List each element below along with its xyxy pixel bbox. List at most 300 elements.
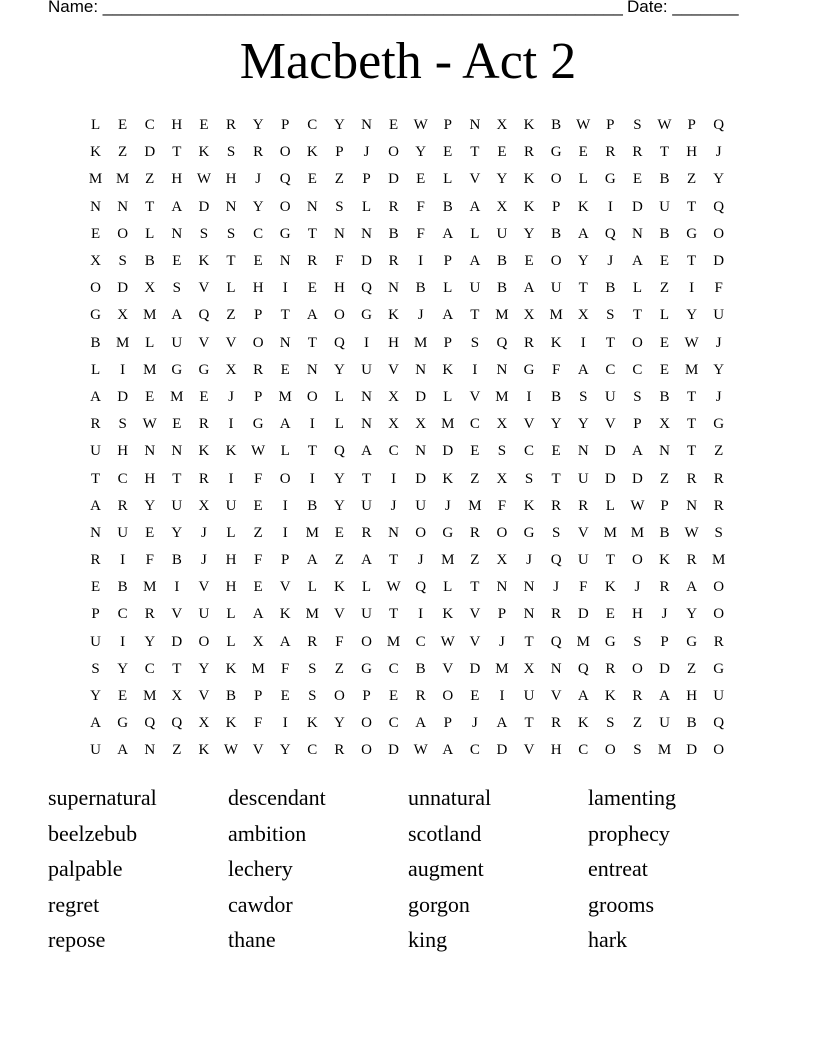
- grid-letter: U: [713, 688, 725, 705]
- grid-letter: Z: [714, 443, 724, 460]
- word-list-item: scotland: [408, 820, 482, 846]
- grid-letter: Y: [550, 416, 562, 433]
- grid-letter: F: [579, 579, 588, 596]
- grid-letter: B: [388, 225, 399, 242]
- grid-letter: D: [713, 253, 725, 270]
- grid-letter: N: [144, 742, 156, 759]
- grid-letter: X: [144, 280, 156, 297]
- grid-letter: O: [550, 171, 562, 188]
- grid-letter: V: [550, 688, 562, 705]
- grid-letter: N: [523, 606, 535, 623]
- grid-letter: S: [335, 198, 344, 215]
- grid-letter: P: [443, 715, 452, 732]
- grid-letter: D: [659, 660, 670, 677]
- grid-letter: E: [253, 253, 263, 270]
- grid-letter: U: [469, 280, 481, 297]
- grid-letter: O: [550, 253, 562, 270]
- grid-letter: A: [442, 307, 454, 324]
- grid-letter: M: [143, 307, 157, 324]
- grid-letter: Q: [577, 660, 589, 677]
- grid-letter: B: [415, 660, 426, 677]
- grid-letter: V: [252, 742, 264, 759]
- grid-letter: H: [225, 579, 237, 596]
- grid-letter: A: [632, 253, 643, 270]
- grid-letter: L: [90, 117, 101, 134]
- grid-letter: X: [496, 416, 508, 433]
- grid-letter: Y: [686, 307, 698, 324]
- grid-letter: M: [441, 552, 455, 569]
- grid-letter: E: [470, 443, 480, 460]
- grid-letter: R: [253, 361, 264, 378]
- grid-letter: M: [115, 334, 130, 351]
- grid-letter: Y: [333, 361, 345, 378]
- name-field[interactable]: Name: _______________________________________________________: [48, 0, 623, 16]
- grid-letter: Y: [713, 361, 725, 378]
- grid-letter: Y: [713, 171, 725, 188]
- grid-letter: L: [470, 225, 480, 242]
- grid-letter: M: [630, 524, 645, 541]
- word-list-item: beelzebub: [48, 820, 138, 846]
- grid-letter: K: [198, 742, 210, 759]
- grid-letter: K: [225, 715, 237, 732]
- grid-row: [82, 166, 734, 193]
- grid-letter: O: [713, 606, 725, 623]
- grid-letter: P: [281, 552, 290, 569]
- grid-letter: R: [713, 633, 724, 650]
- grid-letter: S: [91, 660, 100, 677]
- grid-letter: X: [496, 470, 508, 487]
- grid-letter: J: [444, 497, 451, 514]
- grid-letter: C: [144, 660, 155, 677]
- grid-letter: N: [279, 253, 291, 270]
- grid-letter: J: [715, 334, 722, 351]
- grid-letter: U: [90, 742, 101, 759]
- grid-letter: Z: [118, 144, 128, 161]
- grid-letter: K: [523, 171, 535, 188]
- grid-letter: I: [391, 470, 397, 487]
- grid-letter: K: [577, 715, 589, 732]
- page-title: Macbeth - Act 2: [239, 33, 577, 90]
- grid-letter: X: [388, 416, 399, 433]
- grid-letter: Z: [226, 307, 236, 324]
- grid-row: [82, 112, 734, 139]
- word-list-item: thane: [228, 927, 276, 952]
- grid-letter: E: [280, 688, 290, 705]
- grid-letter: K: [198, 443, 210, 460]
- grid-letter: J: [526, 552, 532, 569]
- grid-letter: T: [172, 470, 182, 487]
- grid-letter: U: [713, 307, 725, 324]
- grid-letter: O: [90, 280, 101, 297]
- grid-letter: J: [661, 606, 668, 623]
- grid-letter: R: [469, 524, 480, 541]
- grid-letter: X: [388, 388, 399, 405]
- grid-letter: T: [632, 307, 642, 324]
- grid-letter: P: [253, 307, 263, 324]
- grid-letter: D: [388, 742, 399, 759]
- grid-letter: N: [117, 198, 129, 215]
- grid-letter: A: [469, 198, 481, 215]
- grid-letter: E: [416, 171, 426, 188]
- grid-letter: U: [577, 470, 589, 487]
- grid-letter: E: [280, 361, 290, 378]
- grid-letter: Y: [117, 660, 129, 677]
- grid-letter: R: [253, 144, 264, 161]
- grid-letter: P: [443, 334, 452, 351]
- grid-letter: R: [334, 742, 345, 759]
- grid-letter: V: [469, 606, 481, 623]
- grid-letter: H: [632, 606, 643, 623]
- grid-letter: F: [416, 198, 425, 215]
- grid-letter: R: [686, 470, 697, 487]
- grid-letter: L: [334, 388, 344, 405]
- grid-letter: L: [226, 633, 236, 650]
- grid-letter: M: [170, 388, 184, 405]
- grid-row: [82, 275, 734, 302]
- grid-letter: W: [413, 742, 428, 759]
- grid-letter: J: [553, 579, 560, 596]
- grid-letter: D: [604, 443, 616, 460]
- grid-letter: K: [279, 606, 291, 623]
- grid-letter: Z: [334, 552, 344, 569]
- grid-letter: K: [306, 715, 318, 732]
- grid-letter: U: [361, 361, 372, 378]
- grid-letter: V: [469, 388, 481, 405]
- grid-letter: U: [198, 606, 210, 623]
- grid-letter: N: [90, 198, 101, 215]
- grid-letter: U: [225, 497, 237, 514]
- grid-letter: T: [307, 225, 317, 242]
- grid-letter: T: [388, 606, 399, 623]
- grid-letter: U: [171, 334, 183, 351]
- grid-letter: A: [90, 388, 101, 405]
- grid-letter: T: [280, 307, 290, 324]
- grid-letter: X: [90, 253, 101, 270]
- grid-letter: N: [361, 225, 372, 242]
- grid-letter: V: [469, 633, 481, 650]
- grid-letter: I: [228, 416, 234, 433]
- grid-letter: Y: [144, 497, 156, 514]
- grid-letter: O: [632, 552, 643, 569]
- grid-letter: K: [198, 144, 210, 161]
- grid-letter: H: [550, 742, 562, 759]
- grid-letter: R: [551, 715, 562, 732]
- grid-letter: E: [172, 416, 182, 433]
- grid-letter: G: [686, 633, 698, 650]
- grid-letter: Y: [577, 253, 589, 270]
- grid-letter: H: [252, 280, 264, 297]
- grid-letter: R: [226, 117, 237, 134]
- grid-letter: L: [632, 280, 642, 297]
- grid-letter: C: [388, 715, 399, 732]
- grid-letter: P: [253, 688, 263, 705]
- grid-letter: L: [226, 524, 236, 541]
- grid-letter: A: [279, 416, 291, 433]
- grid-letter: Z: [687, 171, 697, 188]
- grid-letter: B: [415, 280, 426, 297]
- grid-letter: K: [523, 117, 535, 134]
- grid-letter: G: [442, 524, 454, 541]
- grid-letter: X: [496, 117, 508, 134]
- grid-letter: P: [660, 497, 669, 514]
- grid-letter: C: [605, 361, 616, 378]
- grid-letter: D: [415, 388, 427, 405]
- grid-letter: S: [226, 144, 236, 161]
- grid-letter: A: [659, 688, 670, 705]
- grid-letter: J: [499, 633, 505, 650]
- grid-letter: E: [659, 361, 670, 378]
- grid-letter: D: [632, 198, 643, 215]
- grid-letter: E: [145, 388, 155, 405]
- grid-letter: N: [361, 388, 372, 405]
- grid-letter: R: [551, 497, 562, 514]
- word-list-item: lamenting: [588, 785, 676, 810]
- grid-letter: T: [307, 334, 317, 351]
- grid-letter: B: [686, 715, 697, 732]
- grid-letter: V: [225, 334, 237, 351]
- grid-letter: F: [253, 470, 263, 487]
- grid-letter: V: [198, 688, 210, 705]
- grid-letter: D: [415, 470, 427, 487]
- grid-letter: G: [252, 416, 264, 433]
- grid-letter: F: [253, 552, 263, 569]
- grid-letter: X: [252, 633, 264, 650]
- grid-letter: Q: [415, 579, 427, 596]
- grid-row: [82, 438, 734, 465]
- grid-letter: R: [632, 688, 643, 705]
- grid-letter: T: [307, 443, 317, 460]
- grid-letter: G: [90, 307, 101, 324]
- grid-letter: O: [361, 742, 372, 759]
- grid-letter: T: [470, 307, 480, 324]
- grid-letter: D: [171, 633, 183, 650]
- grid-letter: T: [470, 579, 480, 596]
- grid-letter: O: [333, 688, 345, 705]
- grid-row: [82, 737, 734, 764]
- grid-letter: T: [578, 280, 588, 297]
- grid-letter: R: [415, 688, 426, 705]
- date-field[interactable]: Date: _______: [627, 0, 739, 16]
- grid-letter: S: [579, 388, 588, 405]
- grid-letter: L: [578, 171, 588, 188]
- grid-letter: N: [388, 524, 399, 541]
- grid-letter: C: [307, 117, 318, 134]
- grid-letter: Y: [686, 606, 698, 623]
- grid-letter: L: [443, 171, 453, 188]
- grid-letter: B: [496, 253, 507, 270]
- grid-letter: X: [415, 416, 427, 433]
- grid-letter: M: [684, 361, 699, 378]
- grid-letter: W: [142, 416, 157, 433]
- grid-letter: S: [633, 742, 642, 759]
- grid-letter: Y: [415, 144, 427, 161]
- grid-letter: E: [90, 579, 101, 596]
- grid-letter: N: [496, 361, 508, 378]
- word-list-item: lechery: [228, 856, 293, 881]
- grid-letter: Z: [470, 552, 480, 569]
- grid-letter: S: [714, 524, 723, 541]
- grid-letter: X: [577, 307, 589, 324]
- grid-letter: E: [118, 688, 128, 705]
- grid-letter: E: [118, 117, 128, 134]
- grid-letter: C: [144, 117, 155, 134]
- grid-letter: B: [144, 253, 155, 270]
- grid-letter: Y: [144, 633, 156, 650]
- grid-letter: T: [470, 144, 480, 161]
- grid-letter: L: [361, 198, 372, 215]
- grid-letter: Q: [333, 443, 345, 460]
- grid-letter: G: [198, 361, 210, 378]
- grid-letter: Q: [713, 198, 725, 215]
- grid-letter: I: [282, 497, 288, 514]
- grid-letter: J: [363, 144, 370, 161]
- grid-letter: Z: [253, 524, 263, 541]
- grid-letter: I: [363, 334, 369, 351]
- grid-letter: L: [443, 388, 453, 405]
- grid-letter: M: [495, 307, 509, 324]
- grid-letter: W: [251, 443, 266, 460]
- grid-letter: V: [523, 742, 535, 759]
- grid-letter: L: [145, 225, 155, 242]
- grid-letter: S: [470, 334, 480, 351]
- grid-letter: P: [443, 253, 452, 270]
- grid-letter: A: [577, 361, 589, 378]
- grid-letter: C: [469, 416, 480, 433]
- grid-letter: Q: [144, 715, 156, 732]
- grid-letter: V: [198, 579, 210, 596]
- grid-letter: N: [523, 579, 535, 596]
- grid-letter: F: [335, 253, 344, 270]
- grid-letter: R: [713, 470, 724, 487]
- grid-letter: P: [606, 117, 615, 134]
- grid-letter: Z: [470, 470, 480, 487]
- grid-letter: G: [361, 307, 372, 324]
- grid-letter: M: [88, 171, 103, 188]
- grid-letter: P: [281, 117, 290, 134]
- grid-letter: D: [496, 742, 508, 759]
- grid-letter: T: [172, 144, 182, 161]
- grid-letter: N: [225, 198, 237, 215]
- grid-letter: S: [172, 280, 181, 297]
- grid-letter: I: [580, 334, 586, 351]
- grid-letter: E: [659, 253, 670, 270]
- grid-letter: U: [117, 524, 129, 541]
- grid-letter: Y: [279, 742, 291, 759]
- grid-letter: O: [632, 334, 643, 351]
- word-list-item: repose: [48, 927, 106, 952]
- grid-letter: A: [442, 225, 454, 242]
- grid-letter: L: [226, 280, 236, 297]
- grid-letter: A: [279, 633, 291, 650]
- word-list-item: gorgon: [408, 891, 470, 917]
- grid-letter: C: [388, 660, 399, 677]
- grid-letter: B: [659, 388, 670, 405]
- grid-row: [82, 710, 734, 737]
- grid-row: [82, 357, 734, 384]
- grid-letter: D: [361, 253, 372, 270]
- grid-letter: O: [442, 688, 454, 705]
- grid-row: [82, 493, 734, 520]
- grid-letter: K: [306, 144, 318, 161]
- grid-letter: Z: [334, 171, 344, 188]
- grid-letter: Q: [361, 280, 372, 297]
- grid-letter: B: [551, 117, 562, 134]
- grid-letter: O: [388, 144, 399, 161]
- grid-letter: F: [551, 361, 561, 378]
- grid-letter: T: [145, 198, 155, 215]
- grid-letter: X: [198, 715, 210, 732]
- grid-letter: W: [196, 171, 211, 188]
- word-list-item: augment: [408, 856, 484, 881]
- grid-letter: J: [201, 552, 207, 569]
- grid-letter: V: [604, 416, 616, 433]
- grid-letter: K: [550, 334, 562, 351]
- grid-letter: P: [687, 117, 696, 134]
- grid-letter: E: [307, 280, 317, 297]
- grid-letter: R: [605, 144, 616, 161]
- grid-letter: S: [606, 307, 615, 324]
- grid-letter: E: [524, 253, 534, 270]
- grid-letter: E: [605, 606, 615, 623]
- grid-letter: M: [495, 660, 509, 677]
- word-list-item: grooms: [588, 891, 654, 917]
- grid-letter: E: [307, 171, 317, 188]
- grid-letter: A: [496, 715, 508, 732]
- grid-letter: Y: [333, 497, 345, 514]
- grid-letter: U: [361, 606, 372, 623]
- grid-letter: I: [174, 579, 180, 596]
- word-list-item: cawdor: [228, 891, 293, 917]
- grid-letter: S: [199, 225, 209, 242]
- grid-letter: M: [305, 606, 319, 623]
- grid-letter: R: [198, 416, 209, 433]
- grid-letter: Z: [687, 660, 697, 677]
- grid-letter: N: [415, 361, 427, 378]
- grid-letter: N: [659, 443, 670, 460]
- grid-letter: S: [524, 470, 534, 487]
- grid-letter: A: [442, 742, 454, 759]
- grid-letter: O: [361, 715, 372, 732]
- grid-letter: J: [417, 552, 424, 569]
- grid-letter: C: [307, 742, 318, 759]
- grid-letter: G: [523, 524, 535, 541]
- grid-letter: N: [171, 443, 183, 460]
- grid-letter: D: [117, 388, 129, 405]
- grid-letter: M: [278, 388, 292, 405]
- grid-letter: Y: [252, 117, 264, 134]
- grid-letter: P: [443, 117, 452, 134]
- grid-letter: O: [117, 225, 129, 242]
- grid-letter: O: [252, 334, 264, 351]
- grid-letter: T: [551, 470, 561, 487]
- grid-letter: K: [577, 198, 589, 215]
- grid-letter: F: [281, 660, 290, 677]
- grid-letter: B: [659, 524, 670, 541]
- grid-letter: H: [225, 171, 237, 188]
- grid-letter: O: [279, 470, 291, 487]
- grid-letter: P: [551, 198, 561, 215]
- grid-letter: M: [251, 660, 265, 677]
- grid-letter: G: [713, 416, 725, 433]
- grid-letter: J: [228, 388, 234, 405]
- grid-letter: N: [306, 361, 318, 378]
- grid-letter: B: [90, 334, 101, 351]
- grid-letter: Y: [577, 416, 589, 433]
- grid-letter: I: [689, 280, 695, 297]
- grid-row: [82, 194, 734, 221]
- grid-letter: W: [684, 334, 699, 351]
- grid-letter: X: [171, 688, 183, 705]
